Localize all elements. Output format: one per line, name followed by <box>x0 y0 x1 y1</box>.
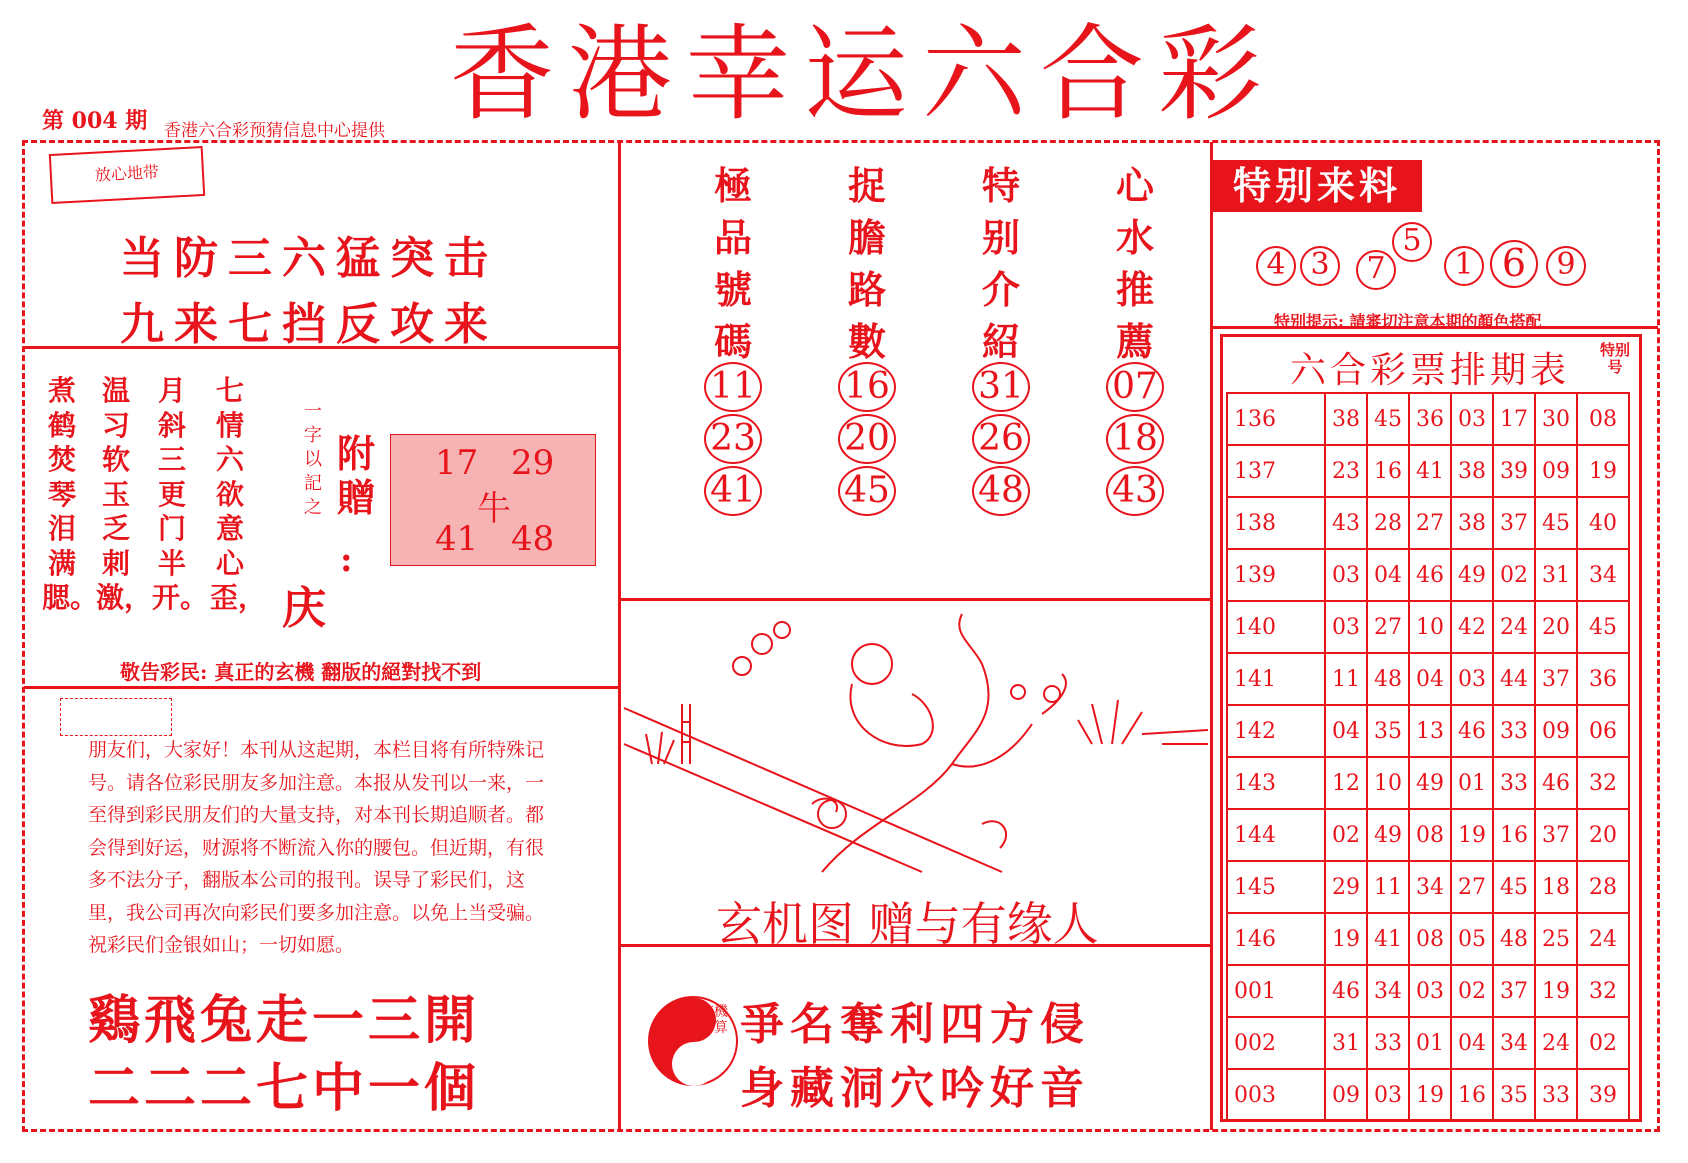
number-cell: 45 <box>1493 861 1535 913</box>
special-title: 特别来料 <box>1212 160 1422 212</box>
number-cell: 37 <box>1535 653 1577 705</box>
table-row <box>1227 445 1629 497</box>
number-cell: 23 <box>1325 445 1367 497</box>
number-cell: 24 <box>1535 1017 1577 1069</box>
number-cell: 04 <box>1367 549 1409 601</box>
number-cell: 37 <box>1493 497 1535 549</box>
slogan-line1: 当防三六猛突击 <box>120 233 498 284</box>
number-cell: 04 <box>1451 1017 1493 1069</box>
gift-number-3: 41 <box>435 519 479 559</box>
number-cell: 03 <box>1325 601 1367 653</box>
number-cell: 46 <box>1451 705 1493 757</box>
special-cell: 34 <box>1577 549 1629 601</box>
schedule-title: 六合彩票排期表 <box>1290 350 1571 391</box>
special-cell: 24 <box>1577 913 1629 965</box>
issue-cell: 139 <box>1227 549 1325 601</box>
issue-cell: 136 <box>1227 393 1325 445</box>
number-cell: 28 <box>1367 497 1409 549</box>
issue-cell: 138 <box>1227 497 1325 549</box>
number-cell: 08 <box>1409 809 1451 861</box>
number-cell: 02 <box>1451 965 1493 1017</box>
number-cell: 04 <box>1409 653 1451 705</box>
number-cell: 33 <box>1535 1069 1577 1121</box>
special-number: 4 <box>1256 246 1296 286</box>
ball: 23 <box>704 414 762 464</box>
special-cell: 02 <box>1577 1017 1629 1069</box>
number-cell: 17 <box>1493 393 1535 445</box>
poem2-line1: 爭名奪利四方侵 <box>740 999 1090 1050</box>
ball: 43 <box>1106 466 1164 516</box>
number-cell: 01 <box>1409 1017 1451 1069</box>
table-row <box>1227 965 1629 1017</box>
issue-cell: 137 <box>1227 445 1325 497</box>
gift-box <box>390 434 596 566</box>
table-row <box>1227 1069 1629 1121</box>
table-row <box>1227 549 1629 601</box>
number-cell: 11 <box>1325 653 1367 705</box>
gift-number-4: 48 <box>511 519 555 559</box>
number-cell: 03 <box>1451 653 1493 705</box>
table-row <box>1227 705 1629 757</box>
schedule-table <box>1226 392 1630 1122</box>
issue-cell: 003 <box>1227 1069 1325 1121</box>
number-cell: 45 <box>1535 497 1577 549</box>
issue-cell: 143 <box>1227 757 1325 809</box>
special-cell: 32 <box>1577 757 1629 809</box>
divider-left-2 <box>24 686 618 689</box>
number-cell: 01 <box>1451 757 1493 809</box>
issue-number: 第 004 期 <box>42 108 148 134</box>
special-number: 5 <box>1392 222 1432 262</box>
special-cell: 36 <box>1577 653 1629 705</box>
special-number: 3 <box>1300 246 1340 286</box>
stamp: 放心地带 <box>49 146 205 204</box>
letter-body: 朋友们，大家好！本刊从这起期，本栏目将有所特殊记号。请各位彩民朋友多加注意。本报从发刊以一来，一至得到彩民朋友们的大量支持，对本刊长期追顺者。都会得到好运，财源将不断流入你的腰包。但近期，有很多不法分子，翻版本公司的报刊。误导了彩民们，这里，我公司再次向彩民们要多加注意。以免上当受骗。祝彩民们金银如山；一切如愿。 <box>88 739 545 956</box>
divider-right <box>1210 142 1213 1130</box>
poem-column-1: 七情六欲意心歪， <box>210 374 267 614</box>
number-cell: 13 <box>1409 705 1451 757</box>
number-cell: 10 <box>1367 757 1409 809</box>
bottom-slogan-line1: 鷄飛兔走一三開 <box>88 990 481 1051</box>
ball: 18 <box>1106 414 1164 464</box>
ball: 31 <box>972 362 1030 412</box>
ball: 16 <box>838 362 896 412</box>
number-cell: 49 <box>1451 549 1493 601</box>
issue-cell: 146 <box>1227 913 1325 965</box>
schedule-special-header: 特别号 <box>1599 341 1630 376</box>
poem2-line2: 身藏洞穴吟好音 <box>740 1063 1090 1114</box>
number-cell: 35 <box>1493 1069 1535 1121</box>
number-cell: 42 <box>1451 601 1493 653</box>
number-cell: 24 <box>1493 601 1535 653</box>
gift-character: 庆 <box>282 583 326 634</box>
table-row <box>1227 757 1629 809</box>
number-cell: 27 <box>1367 601 1409 653</box>
poem-column-2: 月斜三更门半开。 <box>152 374 209 614</box>
number-cell: 38 <box>1325 393 1367 445</box>
issue-cell: 141 <box>1227 653 1325 705</box>
table-row <box>1227 861 1629 913</box>
number-cell: 09 <box>1325 1069 1367 1121</box>
gift-number-1: 17 <box>435 443 479 483</box>
number-cell: 27 <box>1409 497 1451 549</box>
number-cell: 38 <box>1451 497 1493 549</box>
issue-cell: 140 <box>1227 601 1325 653</box>
number-cell: 12 <box>1325 757 1367 809</box>
special-cell: 32 <box>1577 965 1629 1017</box>
number-cell: 02 <box>1493 549 1535 601</box>
ball: 48 <box>972 466 1030 516</box>
number-cell: 44 <box>1493 653 1535 705</box>
number-cell: 46 <box>1535 757 1577 809</box>
column-head-3: 特别介紹 <box>981 163 1020 364</box>
slogan-line2: 九来七挡反攻来 <box>120 299 498 350</box>
special-cell: 08 <box>1577 393 1629 445</box>
number-cell: 37 <box>1493 965 1535 1017</box>
bottom-slogan-line2: 二二二七中一個 <box>88 1058 481 1119</box>
table-row <box>1227 809 1629 861</box>
issue-cell: 144 <box>1227 809 1325 861</box>
ball: 20 <box>838 414 896 464</box>
column-head-2: 捉膽路數 <box>847 163 886 364</box>
issue-cell: 002 <box>1227 1017 1325 1069</box>
gift-number-2: 29 <box>511 443 555 483</box>
number-cell: 03 <box>1409 965 1451 1017</box>
number-cell: 10 <box>1409 601 1451 653</box>
xuanji-caption: 玄机图 赠与有缘人 <box>716 897 1099 951</box>
number-cell: 03 <box>1367 1069 1409 1121</box>
ball: 26 <box>972 414 1030 464</box>
number-cell: 41 <box>1367 913 1409 965</box>
number-cell: 04 <box>1325 705 1367 757</box>
poem-column-3: 温习软玉乏刺激， <box>96 374 153 614</box>
issue-cell: 142 <box>1227 705 1325 757</box>
number-cell: 08 <box>1409 913 1451 965</box>
special-cell: 06 <box>1577 705 1629 757</box>
number-cell: 34 <box>1367 965 1409 1017</box>
number-cell: 18 <box>1535 861 1577 913</box>
ball: 11 <box>704 362 762 412</box>
ball: 07 <box>1106 362 1164 412</box>
special-number: 9 <box>1546 246 1586 286</box>
number-cell: 16 <box>1493 809 1535 861</box>
number-cell: 30 <box>1535 393 1577 445</box>
number-cell: 33 <box>1493 705 1535 757</box>
number-cell: 46 <box>1409 549 1451 601</box>
special-cell: 39 <box>1577 1069 1629 1121</box>
number-cell: 49 <box>1409 757 1451 809</box>
special-cell: 19 <box>1577 445 1629 497</box>
number-cell: 41 <box>1409 445 1451 497</box>
number-cell: 11 <box>1367 861 1409 913</box>
table-row <box>1227 393 1629 445</box>
number-cell: 19 <box>1535 965 1577 1017</box>
number-cell: 09 <box>1535 705 1577 757</box>
gift-colon: : <box>340 540 353 580</box>
special-cell: 28 <box>1577 861 1629 913</box>
notice-text: 敬告彩民: 真正的玄機 翻版的絕對找不到 <box>120 660 482 684</box>
number-cell: 25 <box>1535 913 1577 965</box>
number-cell: 45 <box>1367 393 1409 445</box>
number-cell: 34 <box>1493 1017 1535 1069</box>
number-cell: 20 <box>1535 601 1577 653</box>
number-cell: 31 <box>1325 1017 1367 1069</box>
number-cell: 35 <box>1367 705 1409 757</box>
gift-label: 附贈 <box>337 431 376 520</box>
number-cell: 16 <box>1451 1069 1493 1121</box>
special-hint: 特别提示: 請審切注意本期的顏色搭配 <box>1274 312 1542 331</box>
special-number: 1 <box>1444 246 1484 286</box>
issue-cell: 001 <box>1227 965 1325 1017</box>
number-cell: 43 <box>1325 497 1367 549</box>
special-cell: 40 <box>1577 497 1629 549</box>
number-cell: 48 <box>1367 653 1409 705</box>
column-head-4: 心水推薦 <box>1115 163 1154 364</box>
number-cell: 31 <box>1535 549 1577 601</box>
number-cell: 03 <box>1451 393 1493 445</box>
special-cell: 45 <box>1577 601 1629 653</box>
number-cell: 33 <box>1367 1017 1409 1069</box>
number-cell: 02 <box>1325 809 1367 861</box>
ball: 45 <box>838 466 896 516</box>
yinyang-text: 玄機神算 <box>700 1004 728 1036</box>
column-head-1: 極品號碼 <box>713 163 752 364</box>
number-cell: 27 <box>1451 861 1493 913</box>
table-row <box>1227 497 1629 549</box>
number-cell: 19 <box>1451 809 1493 861</box>
number-cell: 29 <box>1325 861 1367 913</box>
number-cell: 37 <box>1535 809 1577 861</box>
number-cell: 36 <box>1409 393 1451 445</box>
number-cell: 33 <box>1493 757 1535 809</box>
number-cell: 48 <box>1493 913 1535 965</box>
number-cell: 46 <box>1325 965 1367 1017</box>
table-row <box>1227 601 1629 653</box>
main-title: 香港幸运六合彩 <box>450 13 1277 135</box>
ball: 41 <box>704 466 762 516</box>
number-cell: 49 <box>1367 809 1409 861</box>
poem-column-4: 煮鹤焚琴泪满腮。 <box>42 374 99 614</box>
divider-mid-1 <box>620 598 1210 601</box>
memo-text: 一字以記之 <box>304 401 322 518</box>
number-cell: 03 <box>1325 549 1367 601</box>
xuanji-illustration <box>622 604 1208 880</box>
number-cell: 09 <box>1535 445 1577 497</box>
number-cell: 34 <box>1409 861 1451 913</box>
table-row <box>1227 653 1629 705</box>
issue-cell: 145 <box>1227 861 1325 913</box>
special-number: 6 <box>1490 240 1538 288</box>
number-cell: 19 <box>1325 913 1367 965</box>
number-cell: 38 <box>1451 445 1493 497</box>
number-cell: 05 <box>1451 913 1493 965</box>
issue-source: 香港六合彩预猜信息中心提供 <box>164 121 385 141</box>
sketch-decoration <box>60 698 172 736</box>
gift-zodiac: 牛 <box>477 489 511 529</box>
table-row <box>1227 1017 1629 1069</box>
number-cell: 19 <box>1409 1069 1451 1121</box>
table-row <box>1227 913 1629 965</box>
divider-left <box>618 142 621 1130</box>
number-cell: 16 <box>1367 445 1409 497</box>
number-cell: 39 <box>1493 445 1535 497</box>
special-cell: 20 <box>1577 809 1629 861</box>
special-number: 7 <box>1356 250 1396 290</box>
